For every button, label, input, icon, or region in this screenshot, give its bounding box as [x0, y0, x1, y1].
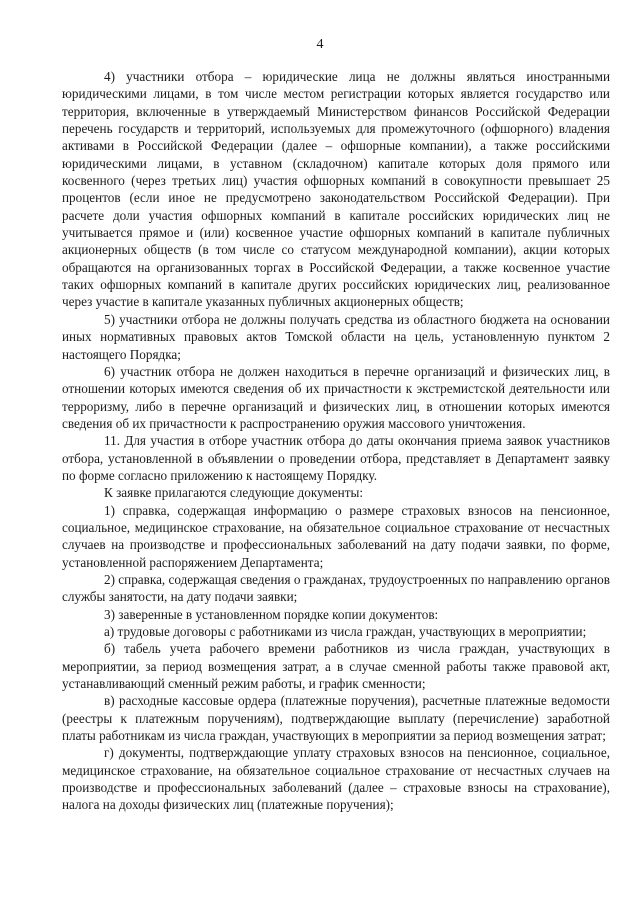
paragraph-doc-1: 1) справка, содержащая информацию о размере страховых взносов на пенсионное, социальное, медицинское страхование, на обязательное социальное страхование от несчастных случаев на производстве и профессиональных заболеваний на дату подачи заявки, по форме, установленной распоряжением Департамента;	[62, 502, 610, 570]
paragraph-item-6: 6) участник отбора не должен находиться в перечне организаций и физических лиц, в отношении которых имеются сведения об их причастности к экстремистской деятельности или терроризму, либо в перечне организаций и физических лиц, в отношении которых имеются сведения об их причастности к распространению оружия массового уничтожения.	[62, 363, 610, 431]
paragraph-doc-3a: а) трудовые договоры с работниками из числа граждан, участвующих в мероприятии;	[104, 624, 587, 639]
paragraph-doc-3: 3) заверенные в установленном порядке копии документов:	[104, 606, 439, 622]
paragraph-doc-3v: в) расходные кассовые ордера (платежные поручения), расчетные платежные ведомости (реестры к платежным поручениям), подтверждающие выплату (перечисление) заработной платы работникам из числа граждан, участвующих в мероприятии за период возмещения затрат;	[62, 693, 610, 744]
paragraph-doc-2: 2) справка, содержащая сведения о гражданах, трудоустроенных по направлению органов службы занятости, на дату подачи заявки;	[62, 571, 610, 605]
paragraph-doc-3g: г) документы, подтверждающие уплату страховых взносов на пенсионное, социальное, медицинское страхование, на обязательное социальное страхование от несчастных случаев на производстве и профессиональных заболеваний (далее – страховые взносы на страхование), налога на доходы физических лиц (платежные поручения);	[62, 745, 610, 813]
document-body	[62, 68, 610, 814]
page-number: 4	[316, 37, 324, 52]
paragraph-item-5: 5) участники отбора не должны получать средства из областного бюджета на основании иных нормативных правовых актов Томской области на цель, установленную пунктом 2 настоящего Порядка;	[62, 311, 610, 362]
paragraph-documents-intro: К заявке прилагаются следующие документы:	[104, 485, 364, 501]
paragraph-doc-3b: б) табель учета рабочего времени работников из числа граждан, участвующих в мероприятии, за период возмещения затрат, а в случае сменной работы также правовой акт, устанавливающий сменный режим работы, и график сменности;	[62, 641, 610, 692]
paragraph-clause-11: 11. Для участия в отборе участник отбора до даты окончания приема заявок участников отбора, установленной в объявлении о проведении отбора, представляет в Департамент заявку по форме согласно приложению к настоящему Порядку.	[62, 433, 610, 483]
paragraph-item-4: 4) участники отбора – юридические лица не должны являться иностранными юридическими лицами, в том числе местом регистрации которых является государство или территория, включенные в утверждаемый Министерством финансов Российской Федерации перечень государств и территорий, используемых для промежуточного (офшорного) владения активами в Российской Федерации (далее – офшорные компании), а также российскими юридическими лицами, в уставном (складочном) капитале которых доля прямого или косвенного (через третьих лиц) участия офшорных компаний в совокупности превышает 25 процентов (если иное не предусмотрено законодательством Российской Федерации). При расчете доли участия офшорных компаний в капитале российских юридических лиц не учитывается прямое и (или) косвенное участие офшорных компаний в капитале публичных акционерных обществ (в том числе со статусом международной компании), акции которых обращаются на организованных торгах в Российской Федерации, а также косвенное участие таких офшорных компаний в капитале других российских юридических лиц, реализованное через участие в капитале указанных публичных акционерных обществ;	[62, 69, 610, 310]
